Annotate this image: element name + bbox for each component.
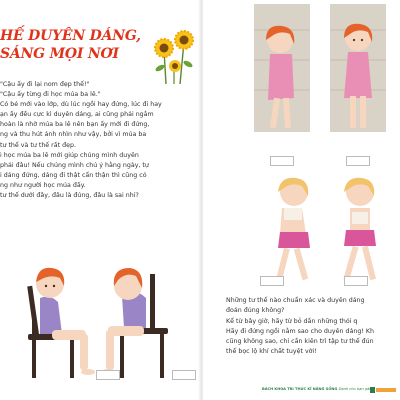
answer-box[interactable]: [344, 276, 368, 286]
standing-girls-illustration: [236, 0, 400, 150]
text-line: "Cậu ấy từng đi học múa ba lê.": [0, 91, 101, 99]
sunflower-icon: [148, 28, 198, 84]
text-line: ng và thu hút ánh nhìn như vậy, bởi vì múa ba: [0, 131, 147, 139]
left-body-text: [0, 80, 196, 201]
footer-tagline: Dành cho bạn gái: [338, 387, 371, 391]
text-line: Có bé mới vào lớp, dù lúc ngồi hay đứng, lúc đi hay: [0, 101, 162, 109]
girl-seated-hunched: [101, 268, 168, 378]
chapter-title: [0, 18, 200, 78]
girl-walking-bent: [276, 178, 310, 280]
footer-series-title: [262, 387, 370, 391]
right-body-text: [226, 296, 400, 358]
title-line-2: SÁNG MỌI NƠI: [0, 46, 119, 62]
page-footer: [262, 386, 400, 394]
answer-box[interactable]: [346, 156, 370, 166]
walking-girls-illustration: [236, 168, 400, 288]
answer-box[interactable]: [96, 370, 120, 380]
girl-walking-upright: [343, 178, 376, 280]
text-line: "Cậu ấy đi lại nom đẹp thế!": [0, 81, 90, 88]
text-line: i học múa ba lê mới giúp chúng mình duyên: [0, 151, 139, 159]
title-line-1: HẾ DUYÊN DÁNG,: [0, 28, 141, 44]
text-line: phải đâu! Nếu chúng mình chú ý hằng ngày, tự: [0, 161, 149, 169]
text-line: ạn ấy đều cực kì duyên dáng, ai cũng phải ngắm: [0, 111, 154, 119]
text-line: cũng không sao, chỉ cần kiên trì tập tư thế đún: [226, 338, 374, 346]
publisher-logo-icon: [370, 386, 396, 394]
text-line: Hãy đi đứng ngồi nằm sao cho duyên dáng! Kh: [226, 327, 374, 335]
text-line: Những tư thế nào chuẩn xác và duyên dáng: [226, 297, 365, 304]
text-line: đoán đúng không?: [226, 307, 285, 315]
text-line: tư thế và tư thế rất đẹp.: [0, 141, 76, 149]
answer-box[interactable]: [270, 156, 294, 166]
seated-girls-illustration: [0, 246, 196, 382]
text-line: Kể từ bây giờ, hãy từ bỏ dần những thói q: [226, 317, 358, 325]
footer-series: BÁCH KHOA TRI THỨC KĨ NĂNG SỐNG: [262, 387, 338, 391]
answer-box[interactable]: [172, 370, 196, 380]
text-line: thế bọc lộ khí chất tuyệt vời!: [226, 348, 317, 356]
text-line: tư thế dưới đây, đâu là đúng, đâu là sai nhỉ?: [0, 192, 139, 200]
answer-box[interactable]: [260, 276, 284, 286]
text-line: i dáng đứng, dáng đi thật cẩn thận thì cũng có: [0, 171, 147, 179]
text-line: hoàn là nhờ múa ba lê nên bạn ấy mới đi đứng,: [0, 121, 150, 129]
girl-seated-slouching: [27, 268, 95, 378]
text-line: ng như người học múa đấy.: [0, 181, 86, 189]
